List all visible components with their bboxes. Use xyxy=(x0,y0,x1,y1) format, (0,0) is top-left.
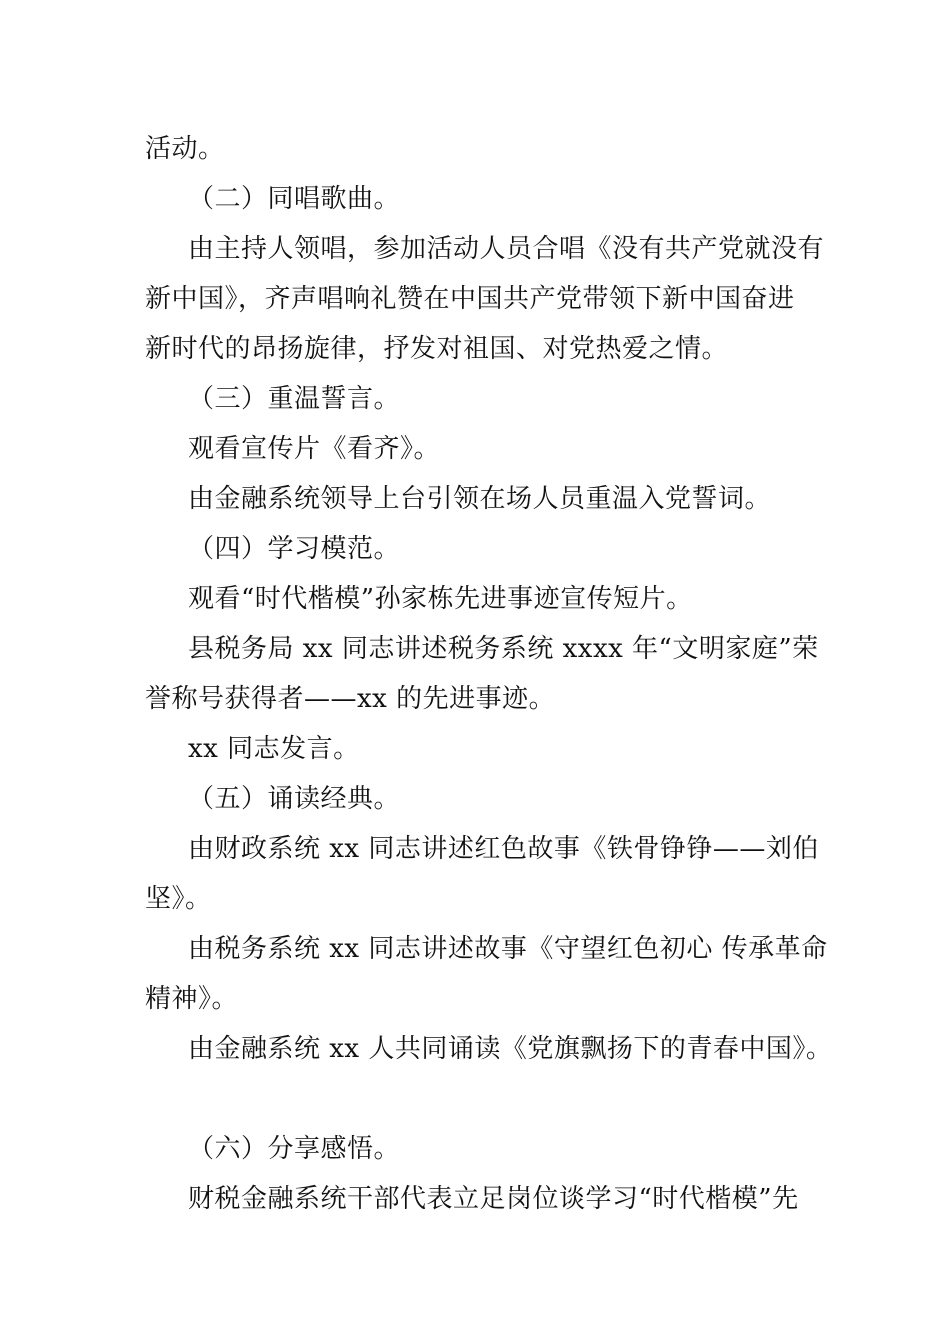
section-heading-4: （四）学习模范。 xyxy=(188,534,401,564)
text-line-19: 由金融系统 xx 人共同诵读《党旗飘扬下的青春中国》。 xyxy=(188,1034,833,1064)
text-line-4: 新中国》，齐声唱响礼赞在中国共产党带领下新中国奋进 xyxy=(145,284,795,314)
text-line-8: 由金融系统领导上台引领在场人员重温入党誓词。 xyxy=(188,484,772,514)
text-line-5: 新时代的昂扬旋律，抒发对祖国、对党热爱之情。 xyxy=(145,334,729,364)
text-line-11: 县税务局 xx 同志讲述税务系统 xxxx 年“文明家庭”荣 xyxy=(188,634,819,664)
text-line-7: 观看宣传片《看齐》。 xyxy=(188,434,441,464)
text-line-21: 财税金融系统干部代表立足岗位谈学习“时代楷模”先 xyxy=(188,1184,799,1214)
text-line-18: 精神》。 xyxy=(145,984,239,1014)
text-line-15: 由财政系统 xx 同志讲述红色故事《铁骨铮铮——刘伯 xyxy=(188,834,819,864)
text-line-1: 活动。 xyxy=(145,134,225,164)
text-line-10: 观看“时代楷模”孙家栋先进事迹宣传短片。 xyxy=(188,584,693,614)
section-heading-3: （三）重温誓言。 xyxy=(188,384,401,414)
section-heading-6: （六）分享感悟。 xyxy=(188,1134,401,1164)
section-heading-5: （五）诵读经典。 xyxy=(188,784,401,814)
section-heading-2: （二）同唱歌曲。 xyxy=(188,184,401,214)
text-line-13: xx 同志发言。 xyxy=(188,734,360,764)
text-line-12: 誉称号获得者——xx 的先进事迹。 xyxy=(145,684,556,714)
text-line-17: 由税务系统 xx 同志讲述故事《守望红色初心 传承革命 xyxy=(188,934,828,964)
text-line-16: 坚》。 xyxy=(145,884,212,914)
text-line-3: 由主持人领唱，参加活动人员合唱《没有共产党就没有 xyxy=(188,234,825,264)
